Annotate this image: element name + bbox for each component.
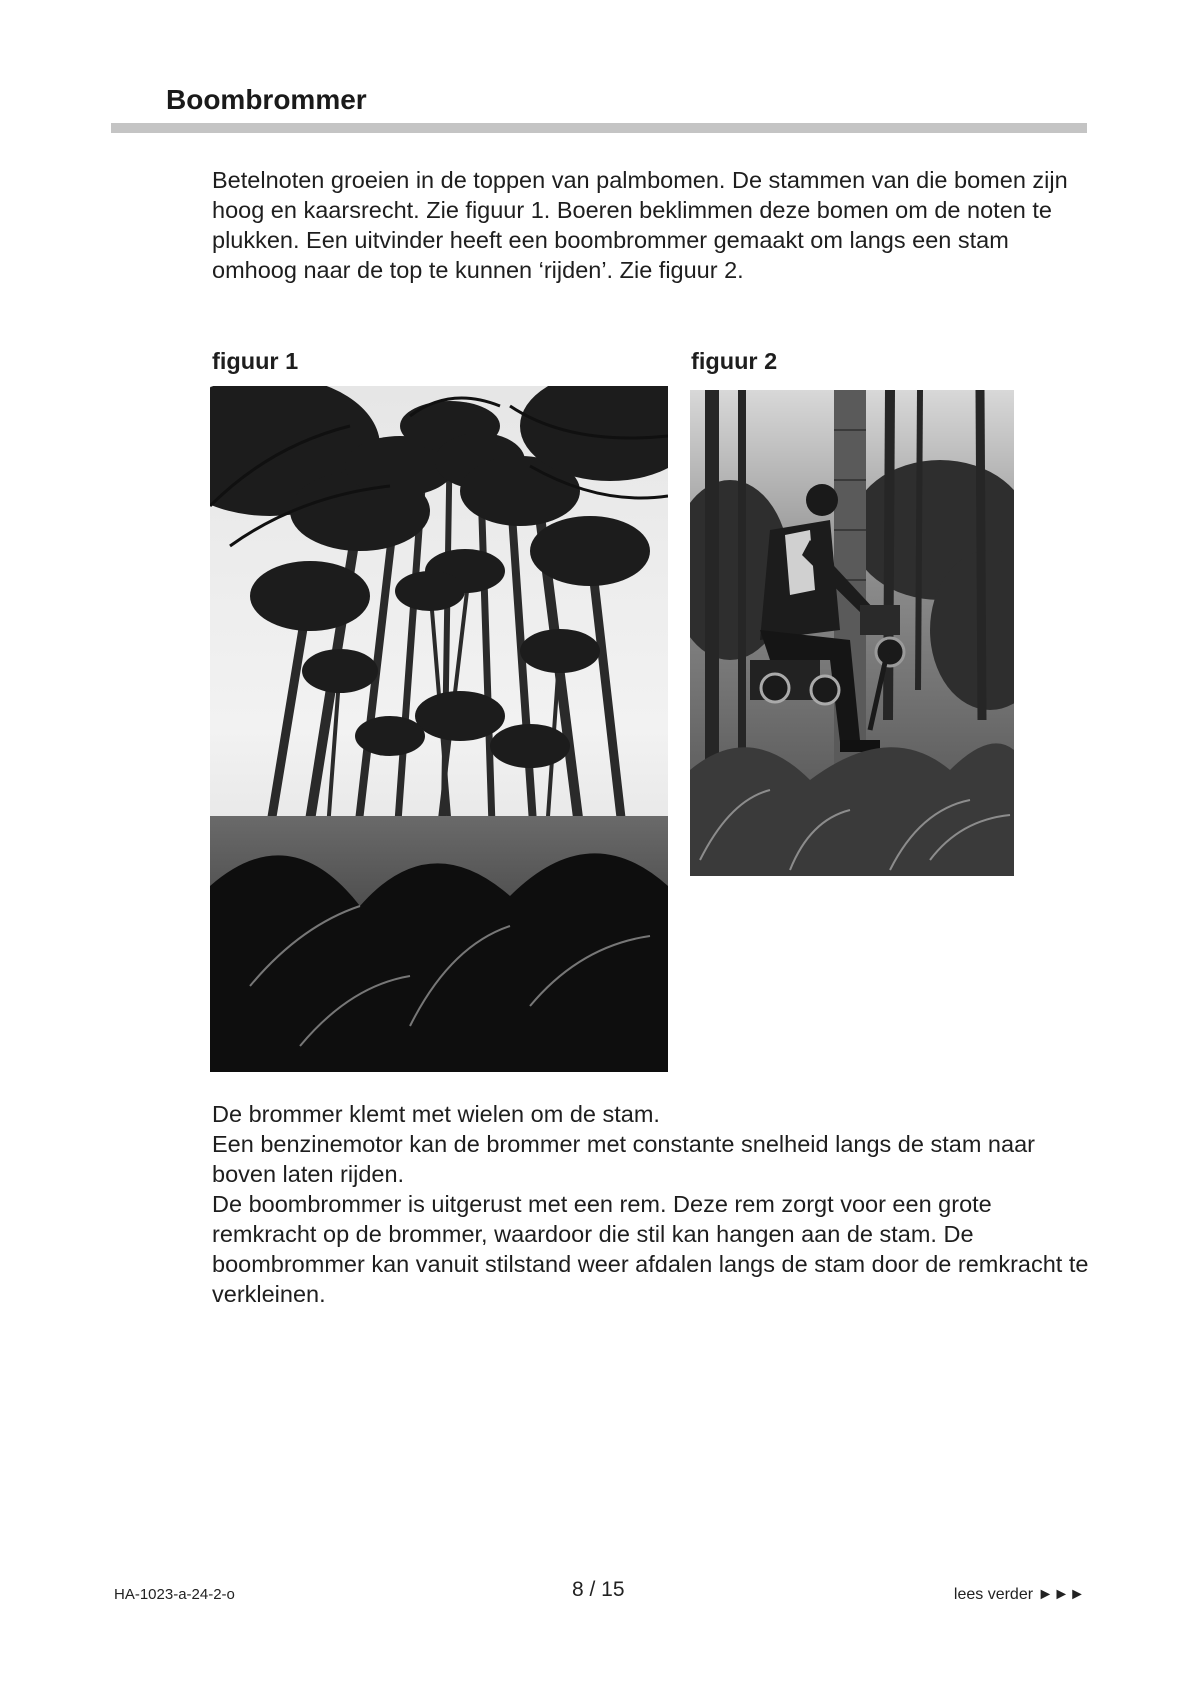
page-title: Boombrommer bbox=[166, 84, 367, 115]
figure-2-label: figuur 2 bbox=[691, 348, 778, 374]
body-line-2: Een benzinemotor kan de brommer met constante snelheid langs de stam naar boven laten rijden. bbox=[212, 1131, 1035, 1187]
title-divider bbox=[111, 123, 1087, 133]
body-paragraph bbox=[212, 1099, 1092, 1309]
intro-paragraph: Betelnoten groeien in de toppen van palmbomen. De stammen van die bomen zijn hoog en kaarsrecht. Zie figuur 1. Boeren beklimmen deze bomen om de noten te plukken. Een uitvinder heeft een boombrommer gemaakt om langs een stam omhoog naar de top te kunnen ‘rijden’. Zie figuur 2. bbox=[212, 167, 1068, 283]
next-page-indicator: lees verder ►►► bbox=[953, 1586, 1085, 1603]
body-line-3: De boombrommer is uitgerust met een rem. Deze rem zorgt voor een grote remkracht op de brommer, waardoor die stil kan hangen aan de stam. De boombrommer kan vanuit stilstand weer afdalen langs de stam door de remkracht te verkleinen. bbox=[212, 1191, 1089, 1307]
page-number: 8 / 15 bbox=[572, 1578, 625, 1601]
figure-2-photo bbox=[690, 390, 1014, 876]
exam-code: HA-1023-a-24-2-o bbox=[114, 1586, 235, 1603]
figure-1-photo bbox=[210, 386, 668, 1072]
figure-1-label: figuur 1 bbox=[212, 348, 299, 374]
body-line-1: De brommer klemt met wielen om de stam. bbox=[212, 1101, 660, 1127]
